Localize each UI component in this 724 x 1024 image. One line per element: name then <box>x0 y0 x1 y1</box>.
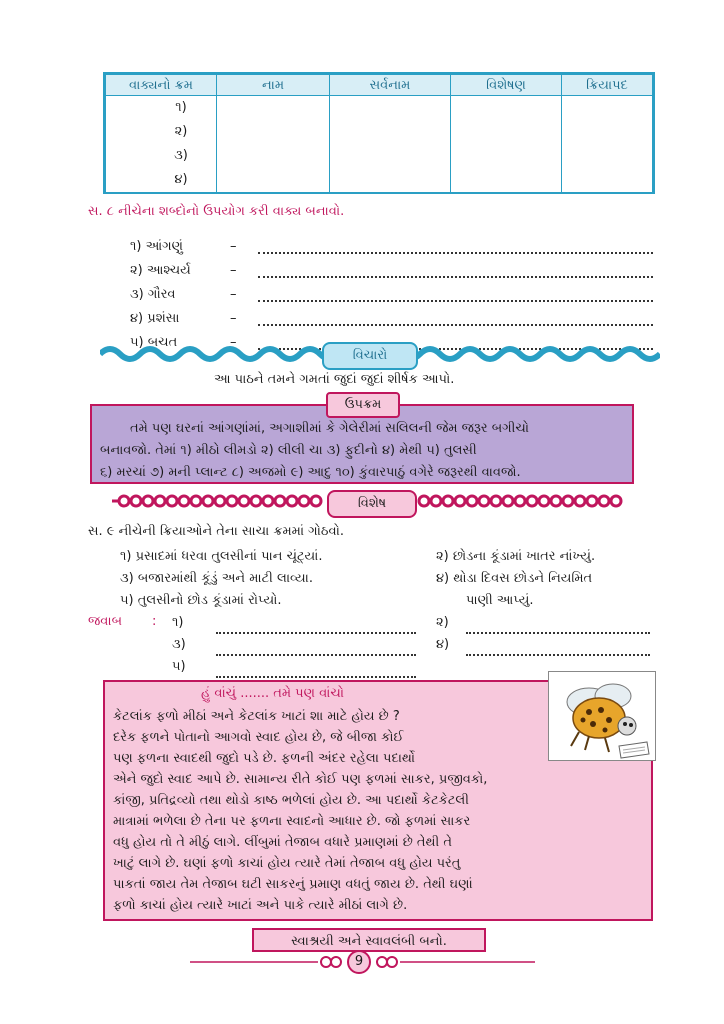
answer-colon: : <box>152 614 157 629</box>
reading-title: હું વાંચું ....... તમે પણ વાંચો <box>201 686 345 701</box>
answer-number: ૫) <box>172 659 186 674</box>
answer-line[interactable] <box>216 676 416 678</box>
verb-cell[interactable] <box>562 96 653 193</box>
row-label: ૨) <box>174 124 188 139</box>
q9-right-list <box>436 546 595 612</box>
col-header-noun: નામ <box>217 75 330 96</box>
answer-line[interactable] <box>258 276 653 278</box>
list-item <box>130 230 660 254</box>
answer-col-right <box>436 612 650 656</box>
answer-row <box>436 634 650 656</box>
answer-col-left <box>172 612 416 678</box>
reading-line: ફળો કાચાં હોય ત્યારે ખાટાં અને પાકે ત્યારે મીઠાં લાગે છે. <box>113 898 408 913</box>
answer-number: ૧) <box>172 615 184 630</box>
col-header-sentence-number: વાક્યનો ક્રમ <box>106 75 217 96</box>
answer-line[interactable] <box>258 252 653 254</box>
adjective-cell[interactable] <box>451 96 562 193</box>
vicharo-badge: વિચારો <box>322 342 418 370</box>
answer-row <box>172 634 416 656</box>
vicharo-text: આ પાઠને તમને ગમતાં જુદાં જુદાં શીર્ષક આપો. <box>214 372 455 387</box>
sentence-number-cell <box>106 96 217 193</box>
word-label: ૧) આંગણું <box>130 239 183 254</box>
reading-line: ખાટું લાગે છે. ઘણાં ફળો કાચાં હોય ત્યારે તેમાં તેજાબ વધુ હોય પરંતુ <box>113 856 461 871</box>
answer-row <box>172 612 416 634</box>
reading-line: પાકતાં જાય તેમ તેજાબ ઘટી સાકરનું પ્રમાણ વધતું જાય છે. તેથી ઘણાં <box>113 877 473 892</box>
beetle-reading-illustration <box>548 671 656 761</box>
answer-number: ૨) <box>436 615 449 630</box>
reading-line: માત્રામાં ભળેલા છે તેના પર ફળના સ્વાદનો આધાર છે. જો ફળમાં સાકર <box>113 814 471 829</box>
page-number: 9 <box>354 954 364 969</box>
upakram-line: તમે પણ ઘરનાં આંગણાંમાં, અગાશીમાં કે ગેલેરીમાં સલિલની જેમ જરૂર બગીચો <box>130 421 530 436</box>
reading-line: એને જુદો સ્વાદ આપે છે. સામાન્ય રીતે કોઈ પણ ફળમાં સાકર, પ્રજીવકો, <box>113 772 488 787</box>
row-label: ૩) <box>174 148 188 163</box>
list-item: ૩) બજારમાંથી કૂંડું અને માટી લાવ્યા. <box>120 571 314 586</box>
reading-line: વધુ હોય તો તે મીઠું લાગે. લીંબુમાં તેજાબ વધારે પ્રમાણમાં છે તેથી તે <box>113 835 452 850</box>
question-8-title: સ. ૮ નીચેના શબ્દોનો ઉપયોગ કરી વાક્ય બનાવો. <box>88 204 345 219</box>
answer-row <box>172 656 416 678</box>
answer-line[interactable] <box>466 632 650 634</box>
dash: – <box>230 311 237 326</box>
question-9-title: સ. ૯ નીચેની ક્રિયાઓને તેના સાચા ક્રમમાં ગોઠવો. <box>88 524 344 539</box>
answer-line[interactable] <box>258 324 653 326</box>
reading-line: કેટલાંક ફળો મીઠાં અને કેટલાંક ખાટાં શા માટે હોય છે ? <box>113 709 400 724</box>
table-body-row <box>106 96 653 193</box>
word-label: ૫) બચત <box>130 335 178 350</box>
list-item: પાણી આપ્યું. <box>466 593 534 608</box>
vishesh-badge: વિશેષ <box>327 490 417 518</box>
upakram-line: ૬) મરચાં ૭) મની પ્લાન્ટ ૮) અજમો ૯) આદુ ૧૦) કુંવારપાઠું વગેરે જરૂરથી વાવજો. <box>100 465 521 480</box>
dash: – <box>230 287 237 302</box>
q9-left-list <box>120 546 323 612</box>
upakram-line: બનાવજો. તેમાં ૧) મીઠો લીમડો ૨) લીલી ચા ૩) ફુદીનો ૪) મેથી ૫) તુલસી <box>100 443 477 458</box>
answer-number: ૩) <box>172 637 186 652</box>
dash: – <box>230 263 237 278</box>
list-item: ૧) પ્રસાદમાં ધરવા તુલસીનાં પાન ચૂંટ્યાં. <box>120 549 323 564</box>
answer-line[interactable] <box>216 632 416 634</box>
reading-line: પણ ફળના સ્વાદથી જુદો પડે છે. ફળની અંદર રહેલા પદાર્થો <box>113 751 415 766</box>
answer-number: ૪) <box>436 637 450 652</box>
list-item <box>130 254 660 278</box>
pronoun-cell[interactable] <box>330 96 451 193</box>
reading-line: દરેક ફળને પોતાનો આગવો સ્વાદ હોય છે, જે બીજા કોઈ <box>113 730 404 745</box>
col-header-verb: ક્રિયાપદ <box>562 75 653 96</box>
dash: – <box>230 335 237 350</box>
row-label: ૪) <box>174 172 188 187</box>
col-header-adjective: વિશેષણ <box>451 75 562 96</box>
answer-line[interactable] <box>258 300 653 302</box>
answer-label: જવાબ <box>88 614 123 629</box>
answer-line[interactable] <box>466 654 650 656</box>
word-label: ૪) પ્રશંસા <box>130 311 180 326</box>
col-header-pronoun: સર્વનામ <box>330 75 451 96</box>
motto-banner: સ્વાશ્રયી અને સ્વાવલંબી બનો. <box>252 928 486 952</box>
list-item <box>130 278 660 302</box>
word-label: ૨) આશ્ચર્ય <box>130 263 191 278</box>
list-item: ૨) છોડના કૂંડામાં ખાતર નાંખ્યું. <box>436 549 596 564</box>
list-item <box>130 302 660 326</box>
reading-line: કાંજી, પ્રતિદ્રવ્યો તથા થોડો કાષ્ઠ ભળેલાં હોય છે. આ પદાર્થો કેટકેટલી <box>113 793 469 808</box>
list-item: ૫) તુલસીનો છોડ કૂંડામાં રોપ્યો. <box>120 593 282 608</box>
list-item: ૪) થોડા દિવસ છોડને નિયમિત <box>436 571 593 586</box>
word-label: ૩) ગૌરવ <box>130 287 176 302</box>
question-8-list <box>130 230 660 350</box>
answer-row <box>436 612 650 634</box>
upakram-badge: ઉપક્રમ <box>326 392 400 418</box>
beetle-icon <box>549 672 655 760</box>
answer-line[interactable] <box>216 654 416 656</box>
noun-cell[interactable] <box>217 96 330 193</box>
dash: – <box>230 239 237 254</box>
row-label: ૧) <box>175 100 187 115</box>
word-class-table <box>103 72 655 194</box>
table-header-row <box>106 75 653 96</box>
